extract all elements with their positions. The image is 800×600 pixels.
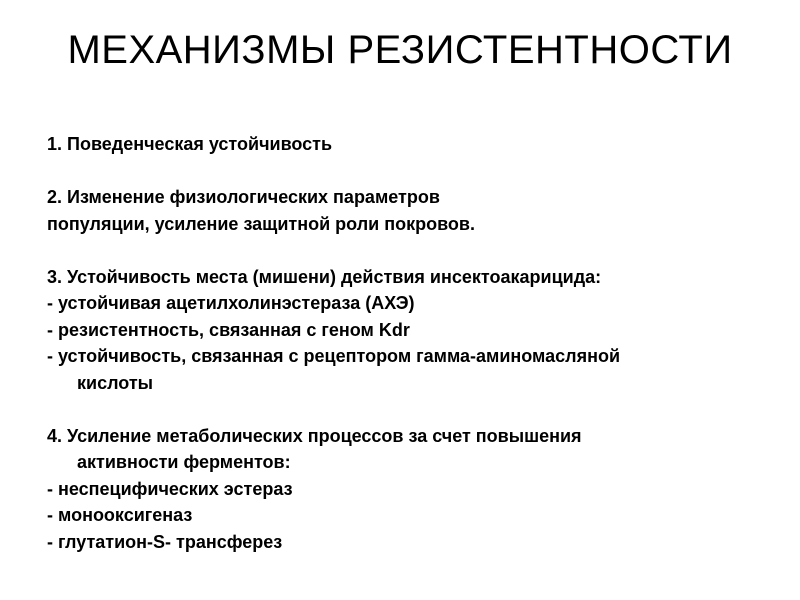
slide-title: МЕХАНИЗМЫ РЕЗИСТЕНТНОСТИ bbox=[67, 28, 733, 72]
sub-item-gaba-line2: кислоты bbox=[77, 372, 154, 393]
sub-item-gaba-line1: - устойчивость, связанная с рецептором гамма-аминомасляной bbox=[47, 346, 621, 366]
list-item-target-site-heading: 3. Устойчивость места (мишени) действия инсектоакарицида: bbox=[47, 266, 602, 287]
slide-body bbox=[47, 131, 787, 555]
list-item-physiological-line2: популяции, усиление защитной роли покровов. bbox=[47, 213, 475, 234]
sub-item-monooxygenases: - монооксигеназ bbox=[47, 505, 193, 525]
sub-item-ache: - устойчивая ацетилхолинэстераза (АХЭ) bbox=[47, 293, 415, 313]
list-item-physiological-line1: 2. Изменение физиологических параметров bbox=[47, 187, 440, 207]
list-item-metabolic-line2: активности ферментов: bbox=[77, 452, 291, 472]
list-item-metabolic-line1: 4. Усиление метаболических процессов за счет повышения bbox=[47, 425, 582, 446]
sub-item-esterases: - неспецифических эстераз bbox=[47, 478, 293, 499]
spacer bbox=[47, 237, 787, 264]
sub-item-kdr: - резистентность, связанная с геном Kdr bbox=[47, 319, 410, 340]
list-item-behavioral-resistance: 1. Поведенческая устойчивость bbox=[47, 134, 333, 154]
spacer bbox=[47, 158, 787, 185]
sub-item-gst: - глутатион-S- трансферез bbox=[47, 531, 283, 552]
spacer bbox=[47, 396, 787, 423]
